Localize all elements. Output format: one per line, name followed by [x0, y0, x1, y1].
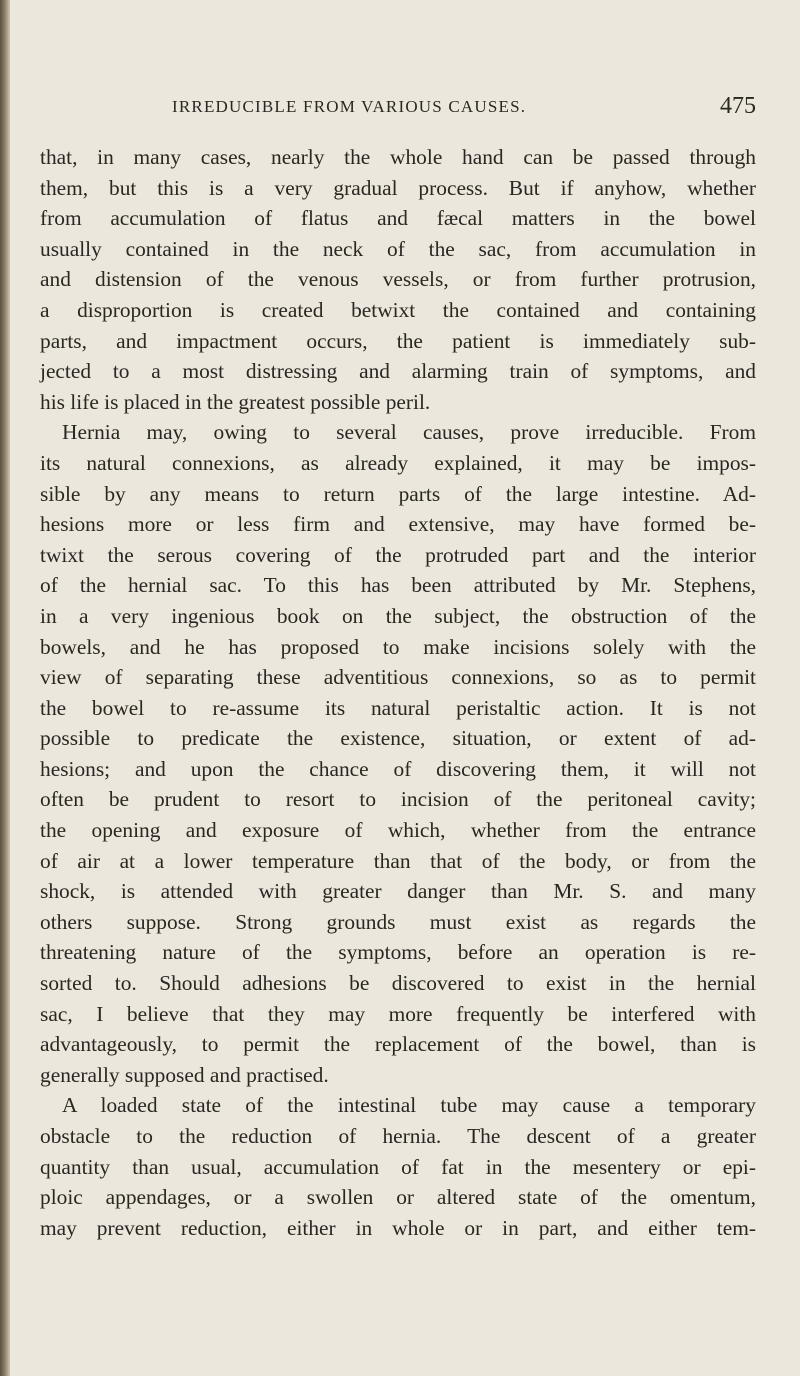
book-binding-edge: [0, 0, 10, 1376]
running-title: IRREDUCIBLE FROM VARIOUS CAUSES.: [172, 97, 527, 116]
text-line: a disproportion is created betwixt the contained and containing: [40, 297, 756, 322]
text-line: the bowel to re-assume its natural peristaltic action. It is not: [40, 695, 756, 720]
paragraph: [40, 1090, 756, 1243]
text-line: possible to predicate the existence, situation, or extent of ad-: [40, 726, 756, 751]
text-line: of air at a lower temperature than that of the body, or from the: [40, 848, 756, 873]
text-line: Hernia may, owing to several causes, prove irreducible. From: [62, 420, 756, 445]
text-line: its natural connexions, as already explained, it may be impos-: [40, 450, 756, 475]
text-line: of the hernial sac. To this has been attributed by Mr. Stephens,: [40, 573, 756, 598]
text-line: advantageously, to permit the replacement of the bowel, than is: [40, 1032, 756, 1057]
book-page: [40, 0, 756, 1376]
text-line: shock, is attended with greater danger than Mr. S. and many: [40, 879, 756, 904]
text-line: from accumulation of flatus and fæcal matters in the bowel: [40, 206, 756, 231]
text-line: that, in many cases, nearly the whole hand can be passed through: [40, 145, 756, 169]
paragraph: [40, 417, 756, 1090]
text-line: view of separating these adventitious connexions, so as to permit: [40, 665, 756, 690]
text-line: obstacle to the reduction of hernia. The descent of a greater: [40, 1124, 756, 1148]
text-line: bowels, and he has proposed to make incisions solely with the: [40, 634, 756, 659]
text-line: sac, I believe that they may more frequently be interfered with: [40, 1001, 756, 1026]
text-line: may prevent reduction, either in whole or in part, and either tem-: [40, 1215, 756, 1240]
text-line: usually contained in the neck of the sac, from accumulation in: [40, 236, 756, 261]
text-line: often be prudent to resort to incision of the peritoneal cavity;: [40, 787, 756, 812]
text-line: the opening and exposure of which, whether from the entrance: [40, 818, 756, 843]
text-line: jected to a most distressing and alarming train of symptoms, and: [40, 359, 756, 384]
text-line: his life is placed in the greatest possible peril.: [40, 389, 431, 414]
text-line: quantity than usual, accumulation of fat in the mesentery or epi-: [40, 1154, 756, 1179]
text-line: threatening nature of the symptoms, before an operation is re-: [40, 940, 756, 965]
text-line: sible by any means to return parts of the large intestine. Ad-: [40, 481, 756, 506]
body-text: [40, 142, 756, 1243]
text-line: in a very ingenious book on the subject, the obstruction of the: [40, 603, 756, 628]
text-line: twixt the serous covering of the protruded part and the interior: [40, 542, 756, 567]
text-line: generally supposed and practised.: [40, 1062, 329, 1087]
text-line: and distension of the venous vessels, or from further protrusion,: [40, 267, 756, 292]
text-line: them, but this is a very gradual process. But if anyhow, whether: [40, 175, 756, 200]
text-line: parts, and impactment occurs, the patient is immediately sub-: [40, 328, 756, 353]
text-line: ploic appendages, or a swollen or altered state of the omentum,: [40, 1185, 756, 1210]
text-line: sorted to. Should adhesions be discovered to exist in the hernial: [40, 971, 756, 996]
text-line: hesions more or less firm and extensive, may have formed be-: [40, 512, 756, 537]
text-line: A loaded state of the intestinal tube may cause a temporary: [62, 1093, 756, 1118]
text-line: hesions; and upon the chance of discovering them, it will not: [40, 756, 756, 781]
text-line: others suppose. Strong grounds must exist as regards the: [40, 909, 756, 934]
page-header: [40, 93, 756, 127]
paragraph: [40, 142, 756, 417]
page-number: 475: [720, 93, 756, 119]
